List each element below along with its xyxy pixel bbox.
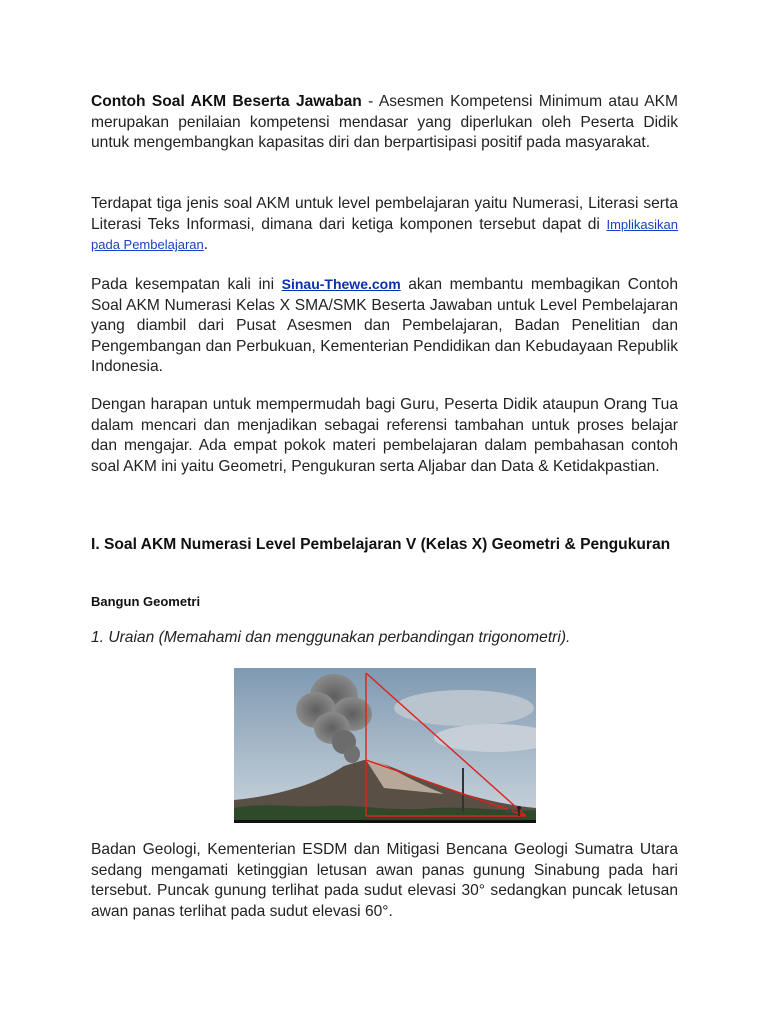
paragraph-3: [91, 274, 678, 378]
intro-paragraph: [91, 92, 678, 154]
para2-text-end: .: [203, 236, 209, 253]
paragraph-2: [91, 194, 678, 256]
volcano-eruption-photo: [234, 668, 536, 823]
intro-text: Asesmen Kompetensi Minimum atau AKM merupakan penilaian kompetensi mendasar yang diperlukan oleh Peserta Didik untuk mengembangkan kapasitas diri dan berpartisipasi positif pada masyarakat.: [91, 93, 679, 151]
section-heading: I. Soal AKM Numerasi Level Pembelajaran V (Kelas X) Geometri & Pengukuran: [91, 536, 671, 553]
para2-text: Terdapat tiga jenis soal AKM untuk level pembelajaran yaitu Numerasi, Literasi serta Literasi Teks Informasi, dimana dari ketiga komponen tersebut dapat di: [91, 195, 678, 233]
subheading: Bangun Geometri: [91, 594, 201, 609]
section-heading-block: [91, 534, 678, 555]
paragraph-4: [91, 395, 678, 477]
volcano-illustration: [234, 668, 536, 820]
question-heading-block: [91, 629, 678, 647]
pole: [462, 768, 464, 812]
intro-title: Contoh Soal AKM Beserta Jawaban: [91, 93, 362, 110]
para3-text: Pada kesempatan kali ini: [91, 276, 282, 293]
subheading-block: [91, 594, 678, 609]
cloud: [394, 690, 534, 726]
para5-text: Badan Geologi, Kementerian ESDM dan Mitigasi Bencana Geologi Sumatra Utara sedang mengamati ketinggian letusan awan panas gunung Sinabung pada hari tersebut. Puncak gunung terlihat pada sudut elevasi 30° sedangkan puncak letusan awan panas terlihat pada sudut elevasi 60°.: [91, 841, 678, 920]
question-heading: 1. Uraian (Memahami dan menggunakan perbandingan trigonometri).: [91, 629, 571, 646]
paragraph-5: [91, 840, 678, 922]
para4-text: Dengan harapan untuk mempermudah bagi Guru, Peserta Didik ataupun Orang Tua dalam mencari dan menjadikan sebagai referensi tambahan untuk proses belajar dan mengajar. Ada empat pokok materi pembelajaran dalam pembahasan contoh soal AKM ini yaitu Geometri, Pengukuran serta Aljabar dan Data & Ketidakpastian.: [91, 396, 678, 475]
intro-separator: -: [361, 93, 379, 110]
para3-text-end: akan membantu membagikan Contoh Soal AKM Numerasi Kelas X SMA/SMK Beserta Jawaban untuk Level Pembelajaran yang diambil dari Pusat Asesmen dan Pembelajaran, Badan Penelitian dan Pengembangan dan Perbukuan, Kementerian Pendidikan dan Kebudayaan Republik Indonesia.: [91, 276, 678, 375]
sinau-thewe-link[interactable]: Sinau-Thewe.com: [281, 276, 401, 292]
implikasikan-link[interactable]: Implikasikan pada Pembelajaran: [91, 216, 678, 252]
